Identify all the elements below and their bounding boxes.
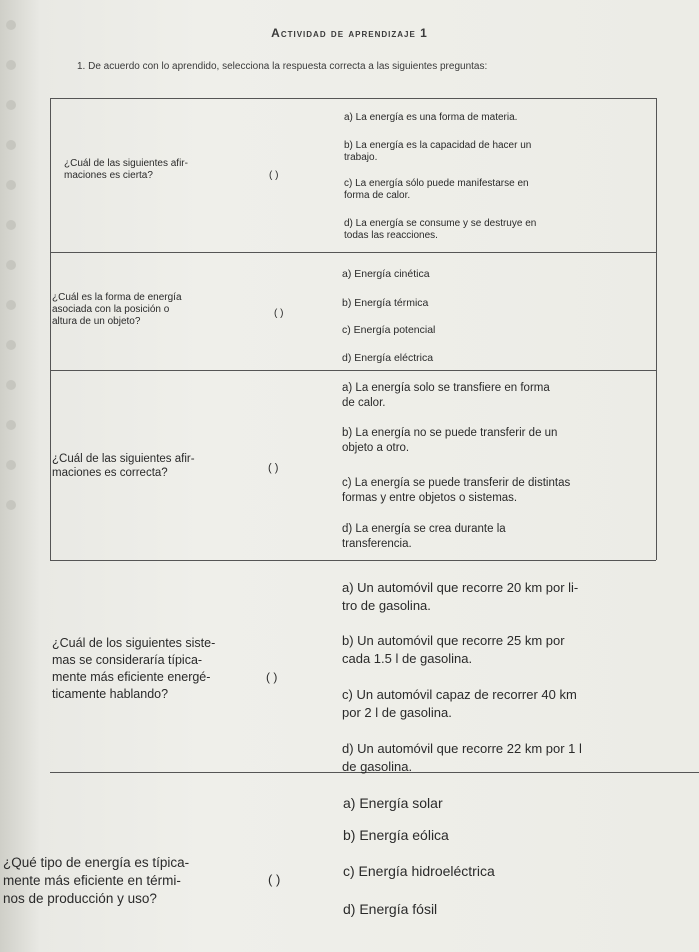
answer-option: d) Un automóvil que recorre 22 km por 1 l de gasolina. — [342, 741, 582, 774]
binder-hole — [6, 300, 16, 310]
answer-option: c) La energía sólo puede manifestarse en forma de calor. — [344, 178, 529, 201]
answer-option: c) Energía potencial — [342, 324, 436, 336]
answer-option: c) La energía se puede transferir de distintas formas y entre objetos o sistemas. — [342, 477, 571, 504]
answer-option: c) Energía hidroeléctrica — [343, 863, 495, 879]
answer-option: d) La energía se crea durante la transferencia. — [342, 523, 506, 550]
answer-option: b) La energía no se puede transferir de un objeto a otro. — [342, 427, 558, 454]
answer-blank[interactable]: ( ) — [268, 872, 281, 887]
row-separator-line — [50, 98, 656, 99]
answer-option: a) La energía es una forma de materia. — [344, 112, 518, 123]
answer-blank[interactable]: ( ) — [269, 170, 279, 181]
binder-hole — [6, 420, 16, 430]
answer-option: b) Energía térmica — [342, 297, 429, 309]
answer-option: d) Energía eléctrica — [342, 352, 434, 364]
binder-hole — [6, 220, 16, 230]
answer-blank[interactable]: ( ) — [266, 670, 278, 684]
answer-option: a) Energía cinética — [342, 268, 430, 280]
row-separator-line — [50, 560, 656, 561]
binder-edge — [6, 20, 26, 620]
binder-hole — [6, 60, 16, 70]
answer-option: d) Energía fósil — [343, 901, 438, 917]
answer-option: b) Un automóvil que recorre 25 km por cada 1.5 l de gasolina. — [342, 633, 565, 666]
table-left-border — [50, 98, 51, 560]
binder-hole — [6, 460, 16, 470]
binder-hole — [6, 140, 16, 150]
binder-hole — [6, 340, 16, 350]
row-separator-line — [50, 370, 656, 371]
question-text: ¿Cuál de las siguientes afir- maciones es correcta? — [52, 453, 195, 479]
answer-blank[interactable]: ( ) — [274, 308, 284, 319]
answer-option: c) Un automóvil capaz de recorrer 40 km por 2 l de gasolina. — [342, 687, 577, 720]
answer-option: b) Energía eólica — [343, 827, 449, 843]
question-text: ¿Cuál es la forma de energía asociada con la posición o altura de un objeto? — [52, 292, 182, 327]
answer-option: a) La energía solo se transfiere en forma de calor. — [342, 382, 550, 409]
question-text: ¿Cuál de las siguientes afir- maciones es cierta? — [64, 158, 188, 181]
binder-hole — [6, 380, 16, 390]
answer-blank[interactable]: ( ) — [268, 462, 279, 474]
question-text: ¿Cuál de los siguientes siste- mas se consideraría típica- mente más eficiente energé- ticamente hablando? — [52, 636, 216, 701]
binder-hole — [6, 260, 16, 270]
binder-hole — [6, 500, 16, 510]
question-text: ¿Qué tipo de energía es típica- mente más eficiente en térmi- nos de producción y uso? — [3, 855, 190, 906]
answer-option: a) Energía solar — [343, 795, 443, 811]
binder-hole — [6, 100, 16, 110]
answer-option: a) Un automóvil que recorre 20 km por li- tro de gasolina. — [342, 580, 579, 613]
activity-title: Actividad de aprendizaje 1 — [271, 26, 428, 40]
instruction-text: 1. De acuerdo con lo aprendido, selecciona la respuesta correcta a las siguientes preguntas: — [77, 61, 488, 72]
binder-hole — [6, 180, 16, 190]
answer-option: d) La energía se consume y se destruye en todas las reacciones. — [344, 218, 537, 241]
answer-option: b) La energía es la capacidad de hacer un trabajo. — [344, 140, 532, 163]
row-separator-line — [50, 252, 656, 253]
